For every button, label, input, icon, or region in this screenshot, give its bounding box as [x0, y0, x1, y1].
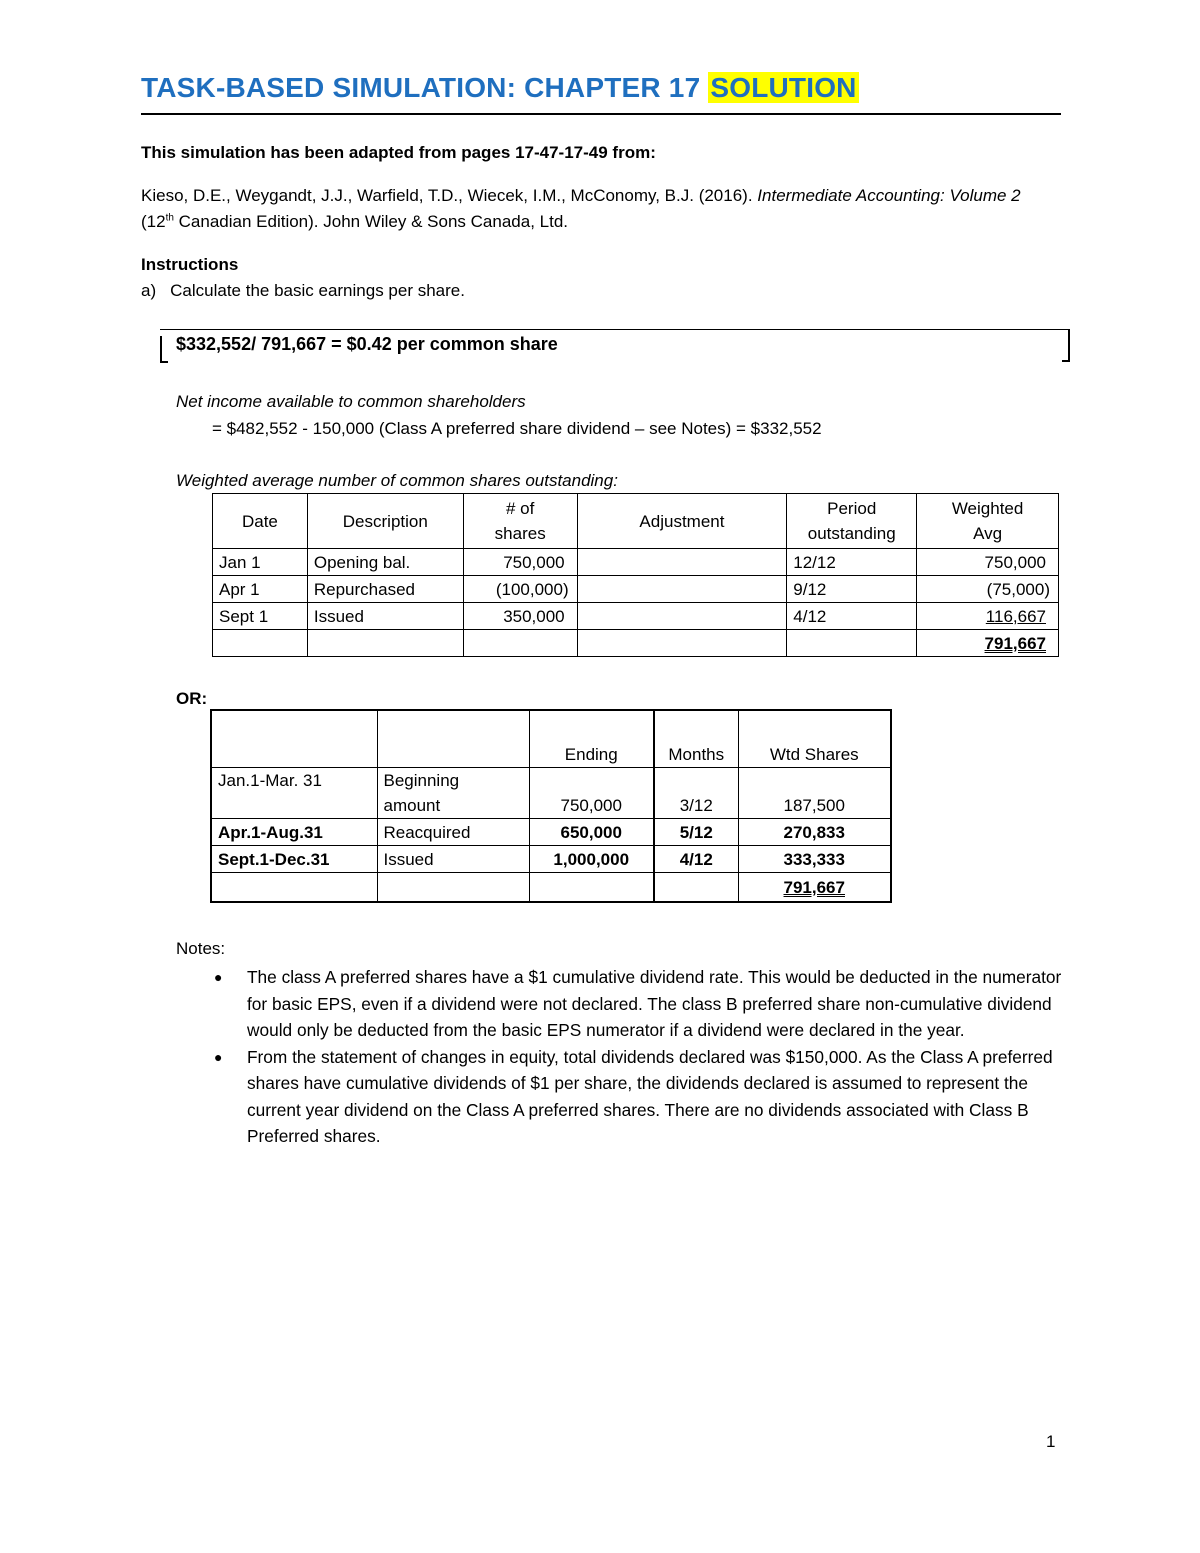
- cell-adjustment: [577, 603, 787, 630]
- header-wtd: Wtd Shares: [738, 710, 891, 768]
- header-date: Date: [213, 494, 308, 549]
- header-wavg-l1: Weighted: [951, 499, 1024, 518]
- cell-shares: 350,000: [463, 603, 577, 630]
- cell-shares: (100,000): [463, 576, 577, 603]
- adapted-line: This simulation has been adapted from pages 17-47-17-49 from:: [141, 143, 656, 162]
- table-row: [213, 549, 1059, 576]
- cell-date: Sept 1: [213, 603, 308, 630]
- table-total-row: [211, 873, 891, 903]
- cell-description: Reacquired: [377, 819, 529, 846]
- list-item: [176, 964, 1067, 1044]
- answer-text: $332,552/ 791,667 = $0.42 per common share: [176, 334, 558, 354]
- citation-edition-post: Canadian Edition).: [173, 212, 319, 231]
- weighted-total: 791,667: [984, 633, 1046, 653]
- cell-description: Repurchased: [307, 576, 463, 603]
- cell-months: 4/12: [654, 846, 738, 873]
- cell-period: 9/12: [787, 576, 917, 603]
- header-shares-l2: shares: [494, 524, 546, 543]
- citation-edition-pre: (12: [141, 212, 166, 231]
- cell-period-range: Jan.1-Mar. 31: [211, 768, 377, 819]
- header-description: Description: [307, 494, 463, 549]
- title-highlight: SOLUTION: [710, 72, 857, 103]
- note-text: The class A preferred shares have a $1 cumulative dividend rate. This would be deducted in the numerator for basic EPS, even if a dividend were not declared. The class B preferred share non-cumulative dividend would only be deducted from the basic EPS numerator if a dividend were declared in the year.: [247, 967, 1062, 1040]
- title-rule: [141, 113, 1061, 115]
- cell-months: 3/12: [654, 768, 738, 819]
- header-period-l1: Period: [827, 499, 877, 518]
- table-row: [211, 768, 891, 819]
- cell-description: [377, 768, 529, 819]
- cell-date: Apr 1: [213, 576, 308, 603]
- header-months: Months: [654, 710, 738, 768]
- cell-period-range: Sept.1-Dec.31: [211, 846, 377, 873]
- cell-ending: 650,000: [529, 819, 654, 846]
- cell-ending: 1,000,000: [529, 846, 654, 873]
- instruction-text: Calculate the basic earnings per share.: [170, 281, 465, 300]
- instruction-item-a: [141, 278, 465, 304]
- alt-total: 791,667: [783, 877, 845, 897]
- cell-description: Issued: [377, 846, 529, 873]
- net-income-label: Net income available to common shareholders: [176, 392, 526, 411]
- cell-wtd: 270,833: [738, 819, 891, 846]
- instructions-heading: Instructions: [141, 255, 239, 274]
- cell-period-range: Apr.1-Aug.31: [211, 819, 377, 846]
- table-row: [213, 603, 1059, 630]
- bullet-icon: ●: [214, 1048, 223, 1065]
- cell-period: 4/12: [787, 603, 917, 630]
- page-number: 1: [1046, 1432, 1056, 1451]
- cell-adjustment: [577, 549, 787, 576]
- cell-shares: 750,000: [463, 549, 577, 576]
- notes-section: [176, 936, 1067, 1150]
- bullet-icon: ●: [214, 969, 223, 985]
- citation-authors: Kieso, D.E., Weygandt, J.J., Warfield, T.D., Wiecek, I.M., McConomy, B.J. (2016).: [141, 186, 753, 205]
- header-period: [787, 494, 917, 549]
- cell-description: Opening bal.: [307, 549, 463, 576]
- list-item: [176, 1044, 1067, 1150]
- cell-wtd: 187,500: [738, 768, 891, 819]
- cell-months: 5/12: [654, 819, 738, 846]
- cell-period: 12/12: [787, 549, 917, 576]
- header-adjustment: Adjustment: [577, 494, 787, 549]
- citation-line-2: [141, 209, 568, 235]
- citation-publisher: John Wiley & Sons Canada, Ltd.: [323, 212, 568, 231]
- cell-wtd: 333,333: [738, 846, 891, 873]
- header-shares: [463, 494, 577, 549]
- cell-wavg: (75,000): [917, 576, 1059, 603]
- table-total-row: [213, 630, 1059, 657]
- table-header-row: [211, 710, 891, 768]
- cell-adjustment: [577, 576, 787, 603]
- citation-title: Intermediate Accounting: Volume 2: [757, 186, 1021, 205]
- table-row: [211, 819, 891, 846]
- cell-wavg: 116,667: [985, 606, 1046, 626]
- table-header-row: [213, 494, 1059, 549]
- page-title: [141, 72, 859, 104]
- instruction-marker: a): [141, 281, 157, 300]
- table-row: [213, 576, 1059, 603]
- header-period-l2: outstanding: [807, 524, 896, 543]
- cell-description-l2: amount: [383, 796, 441, 815]
- cell-description: Issued: [307, 603, 463, 630]
- table-row: [211, 846, 891, 873]
- header-shares-l1: # of: [506, 499, 535, 518]
- alternative-table: [210, 709, 892, 903]
- net-income-calc: = $482,552 - 150,000 (Class A preferred share dividend – see Notes) = $332,552: [212, 419, 822, 438]
- citation-line-1: [141, 183, 1021, 209]
- title-main: TASK-BASED SIMULATION: CHAPTER 17: [141, 72, 709, 103]
- notes-heading: Notes:: [176, 939, 226, 958]
- weighted-average-table: [212, 493, 1059, 657]
- header-ending: Ending: [529, 710, 654, 768]
- cell-ending: 750,000: [529, 768, 654, 819]
- cell-wavg: 750,000: [917, 549, 1059, 576]
- header-wavg: [917, 494, 1059, 549]
- header-wavg-l2: Avg: [973, 524, 1003, 543]
- notes-list: [176, 964, 1067, 1150]
- citation-edition-sup: th: [165, 212, 174, 224]
- note-text: From the statement of changes in equity, total dividends declared was $150,000. As the Class A preferred shares have cumulative dividends of $1 per share, the dividends declared is assumed to represent the current year dividend on the Class A preferred shares. There are no dividends associated with Class B Preferred shares.: [247, 1046, 1053, 1146]
- cell-description-l1: Beginning: [383, 771, 460, 790]
- cell-date: Jan 1: [213, 549, 308, 576]
- weighted-label: Weighted average number of common shares outstanding:: [176, 471, 618, 490]
- or-label: OR:: [176, 689, 208, 708]
